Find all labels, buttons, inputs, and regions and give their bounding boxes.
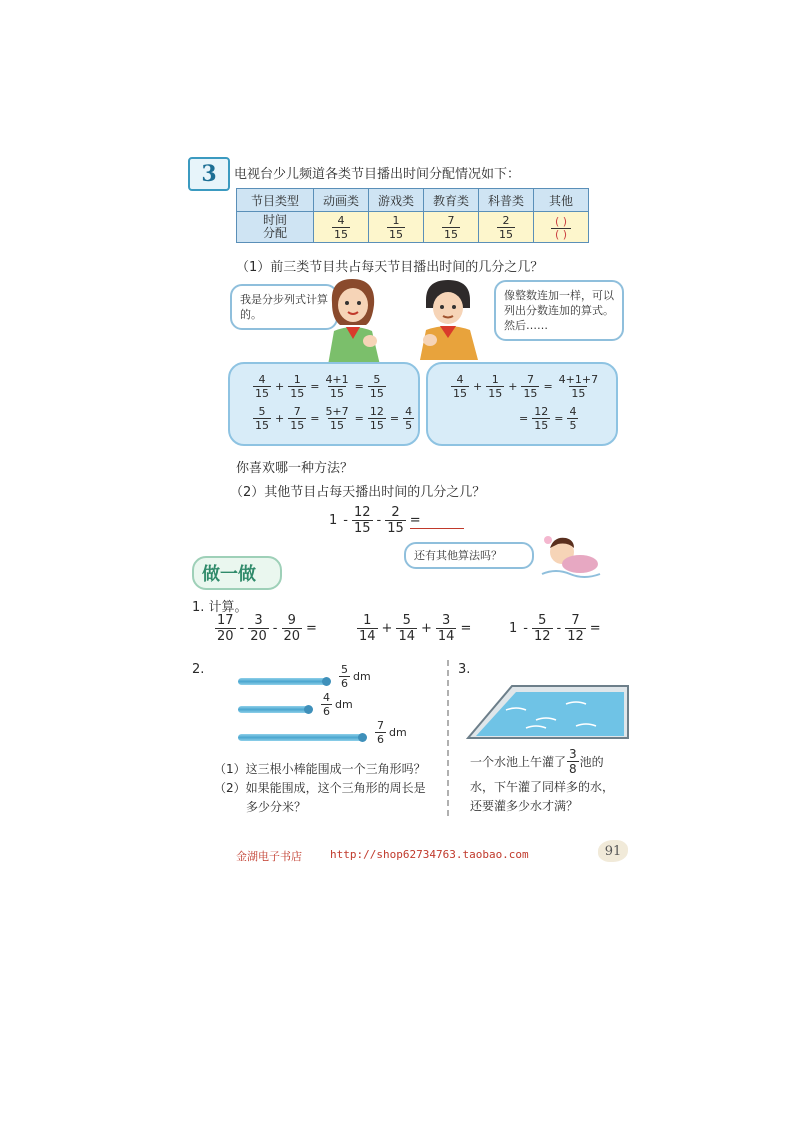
- math-symbol: +: [508, 380, 518, 393]
- fraction: [565, 614, 586, 643]
- numerator: 7: [377, 719, 384, 732]
- denominator: 15: [255, 387, 269, 400]
- unit-label: dm: [353, 670, 371, 683]
- denominator: 12: [567, 629, 584, 644]
- numerator: 5: [341, 663, 348, 676]
- fraction: [323, 374, 350, 399]
- math-symbol: =: [354, 412, 364, 425]
- exercise-2-question-2-cont: 多少分米？: [246, 800, 307, 814]
- boy-illustration-icon: [408, 278, 488, 360]
- fraction: [368, 406, 386, 431]
- pool-illustration-icon: [466, 680, 630, 740]
- numerator: 7: [571, 613, 580, 628]
- numerator: 4+1+7: [558, 373, 599, 386]
- fraction: [357, 614, 378, 643]
- fraction: [253, 406, 271, 431]
- fraction: [403, 406, 414, 431]
- row-label-line: 分配: [262, 226, 287, 240]
- numerator: 3: [442, 613, 451, 628]
- column-divider: [447, 660, 449, 816]
- equation-line: [252, 406, 415, 431]
- numerator: 7: [447, 213, 455, 227]
- table-row-label: [237, 212, 314, 243]
- fraction: [532, 614, 553, 643]
- fraction: [451, 374, 469, 399]
- denominator: 15: [534, 419, 549, 432]
- exercise-3-line-1: [470, 748, 604, 775]
- denominator: 15: [369, 387, 384, 400]
- numerator: 1: [491, 373, 499, 386]
- denominator: 15: [453, 387, 467, 400]
- equation-line: [252, 374, 387, 399]
- table-header-cell: 教育类: [424, 189, 479, 212]
- q2-expression: [326, 506, 424, 535]
- rod: [238, 734, 364, 741]
- denominator: 15: [389, 227, 403, 241]
- denominator: 15: [290, 419, 305, 432]
- numerator: 5: [402, 613, 411, 628]
- rods-figure: [238, 664, 438, 754]
- footer-url-link[interactable]: http://shop62734763.taobao.com: [330, 848, 529, 861]
- numerator: 5: [373, 373, 381, 386]
- denominator: 6: [323, 705, 330, 718]
- math-symbol: -: [376, 513, 382, 528]
- ex3-text: 一个水池上午灌了: [470, 755, 567, 769]
- denominator: 6: [341, 677, 348, 690]
- math-symbol: =: [460, 621, 472, 636]
- fraction: [375, 720, 386, 745]
- table-cell-fraction: [369, 212, 424, 243]
- fraction: [288, 406, 306, 431]
- exercise-2-question-2: （2）如果能围成，这个三角形的周长是: [214, 781, 426, 795]
- math-symbol: +: [421, 621, 432, 636]
- fraction: [436, 614, 457, 643]
- method-panel-right: [426, 362, 618, 446]
- numerator: 12: [534, 405, 549, 418]
- denominator: 15: [571, 387, 586, 400]
- denominator: 20: [283, 629, 301, 644]
- fraction: [282, 614, 303, 643]
- denominator: 15: [387, 521, 404, 536]
- exercise-3-line-2: 水，下午灌了同样多的水，: [470, 780, 615, 794]
- denominator: 14: [398, 629, 415, 644]
- math-symbol: +: [381, 621, 393, 636]
- math-symbol: =: [354, 380, 364, 393]
- math-symbol: =: [306, 621, 317, 636]
- math-symbol: 1: [329, 513, 338, 528]
- numerator: 5: [538, 613, 547, 628]
- math-symbol: -: [239, 621, 245, 636]
- numerator: 9: [287, 613, 296, 628]
- fraction: [253, 374, 271, 399]
- problem-intro: 电视台少儿频道各类节目播出时间分配情况如下：: [234, 167, 521, 182]
- fraction: [288, 374, 306, 399]
- denominator: 15: [290, 387, 305, 400]
- exercise-3-line-3: 还要灌多少水才满？: [470, 799, 579, 813]
- numerator: 4: [323, 691, 330, 704]
- speech-bubble-other: 还有其他算法吗？: [404, 542, 534, 569]
- denominator: 20: [250, 629, 267, 644]
- fraction: [557, 374, 600, 399]
- problem-number-badge: [188, 157, 230, 191]
- numerator: 7: [526, 373, 534, 386]
- table-cell-fraction: [479, 212, 534, 243]
- page-number: 91: [598, 840, 628, 862]
- denominator: 15: [353, 521, 371, 536]
- table-cell-fraction: [314, 212, 369, 243]
- exercise-3-label: 3.: [458, 662, 471, 677]
- table-cell-other-blank[interactable]: [534, 212, 589, 243]
- fraction: [396, 614, 417, 643]
- denominator: 14: [437, 629, 455, 644]
- denominator: 20: [217, 629, 234, 644]
- math-symbol: =: [519, 412, 529, 425]
- numerator: 1: [392, 213, 400, 227]
- denominator: 15: [330, 387, 345, 400]
- exercise-2-question-1: （1）这三根小棒能围成一个三角形吗？: [214, 762, 426, 776]
- fraction: [532, 406, 550, 431]
- unit-label: dm: [335, 698, 353, 711]
- fraction: [368, 374, 386, 399]
- denominator: 15: [330, 419, 345, 432]
- numerator: 3: [254, 613, 263, 628]
- math-symbol: 1: [509, 621, 518, 636]
- numerator: 4: [337, 213, 345, 227]
- fraction: [486, 374, 504, 399]
- exercise-1-label: 1. 计算。: [192, 600, 248, 615]
- denominator: 15: [499, 227, 513, 241]
- math-symbol: =: [310, 412, 320, 425]
- equation-line: [516, 406, 579, 431]
- rod: [238, 706, 310, 713]
- math-symbol: =: [543, 380, 553, 393]
- numerator: 2: [502, 213, 510, 227]
- numerator: 7: [293, 405, 301, 418]
- rod-length-label: [374, 720, 407, 745]
- blank-denominator: ( ): [554, 227, 568, 241]
- numerator: 5+7: [325, 405, 349, 418]
- numerator: 17: [217, 613, 234, 628]
- math-symbol: +: [275, 412, 285, 425]
- fraction: [352, 506, 373, 535]
- math-symbol: -: [556, 621, 562, 636]
- numerator: 2: [391, 505, 400, 520]
- fraction: [385, 506, 406, 535]
- denominator: 14: [359, 629, 376, 644]
- math-symbol: =: [589, 621, 601, 636]
- denominator: 15: [444, 227, 458, 241]
- speech-bubble-right: 像整数连加一样，可以列出分数连加的算式。然后……: [494, 280, 624, 341]
- fraction: [339, 664, 350, 689]
- denominator: 15: [488, 387, 503, 400]
- numerator: 4+1: [325, 373, 349, 386]
- prefer-question: 你喜欢哪一种方法？: [236, 461, 354, 476]
- answer-blank-line[interactable]: [410, 528, 464, 529]
- allocation-table: [236, 188, 589, 243]
- exercise-1a-expression: [214, 614, 320, 643]
- exercise-1c-expression: [506, 614, 604, 643]
- rod-length-label: [338, 664, 371, 689]
- table-header-cell: 科普类: [479, 189, 534, 212]
- denominator: 8: [569, 762, 577, 776]
- equation-line: [450, 374, 601, 399]
- exercise-2-label: 2.: [192, 662, 205, 677]
- question-1: （1）前三类节目共占每天节目播出时间的几分之几？: [236, 260, 544, 275]
- fraction: [323, 406, 350, 431]
- swimming-child-icon: [540, 530, 604, 580]
- numerator: 12: [369, 405, 384, 418]
- table-header-cell: 游戏类: [369, 189, 424, 212]
- speech-bubble-left: 我是分步列式计算的。: [230, 284, 338, 330]
- unit-label: dm: [389, 726, 407, 739]
- method-panel-left: [228, 362, 420, 446]
- table-header-cell: 其他: [534, 189, 589, 212]
- fraction: [567, 406, 578, 431]
- footer-shop-name: 金湖电子书店: [236, 850, 302, 863]
- denominator: 12: [533, 629, 551, 644]
- table-header-cell: 动画类: [314, 189, 369, 212]
- numerator: 4: [456, 373, 464, 386]
- numerator: 4: [569, 405, 577, 418]
- numerator: 3: [569, 747, 577, 761]
- numerator: 5: [258, 405, 266, 418]
- denominator: 6: [377, 733, 384, 746]
- girl-illustration-icon: [310, 275, 400, 365]
- fraction: [215, 614, 236, 643]
- math-symbol: =: [409, 513, 421, 528]
- math-symbol: -: [272, 621, 278, 636]
- blank-numerator: ( ): [554, 214, 568, 228]
- math-symbol: +: [275, 380, 285, 393]
- problem-number: 3: [201, 161, 217, 187]
- numerator: 4: [405, 405, 413, 418]
- denominator: 15: [255, 419, 269, 432]
- fraction: [321, 692, 332, 717]
- denominator: 15: [369, 419, 384, 432]
- denominator: 5: [405, 419, 413, 432]
- denominator: 15: [523, 387, 538, 400]
- denominator: 5: [569, 419, 577, 432]
- numerator: 1: [363, 613, 372, 628]
- row-label-line: 时间: [262, 213, 287, 227]
- math-symbol: -: [343, 513, 348, 528]
- rod: [238, 678, 328, 685]
- table-header-cell: 节目类型: [237, 189, 314, 212]
- math-symbol: +: [473, 380, 483, 393]
- exercise-1b-expression: [356, 614, 474, 643]
- denominator: 15: [334, 227, 348, 241]
- rod-length-label: [320, 692, 353, 717]
- math-symbol: =: [310, 380, 320, 393]
- practice-title: 做一做: [192, 556, 282, 590]
- fraction: [248, 614, 269, 643]
- math-symbol: -: [523, 621, 528, 636]
- fraction: [521, 374, 539, 399]
- math-symbol: =: [554, 412, 564, 425]
- numerator: 4: [258, 373, 266, 386]
- ex3-text: 池的: [579, 755, 604, 769]
- numerator: 1: [293, 373, 301, 386]
- math-symbol: =: [389, 412, 400, 425]
- numerator: 12: [353, 505, 371, 520]
- question-2: （2）其他节目占每天播出时间的几分之几？: [230, 485, 486, 500]
- table-cell-fraction: [424, 212, 479, 243]
